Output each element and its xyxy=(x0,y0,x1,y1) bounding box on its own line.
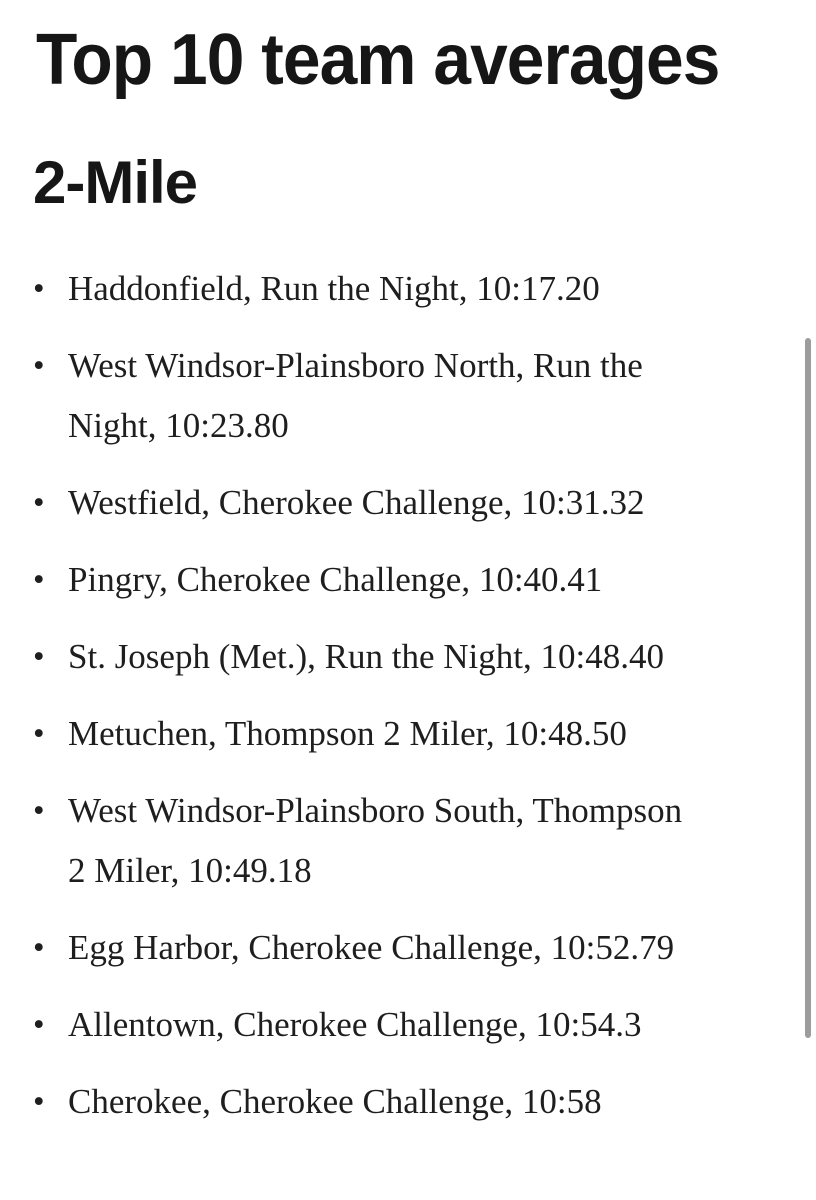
list-item-text: West Windsor-Plainsboro South, Thompson 2 Miler, 10:49.18 xyxy=(68,791,683,890)
scrollbar-thumb[interactable] xyxy=(805,338,811,1038)
list-item xyxy=(33,473,708,533)
section-heading: 2-Mile xyxy=(33,149,198,216)
bullet-icon: • xyxy=(33,348,45,384)
list-item xyxy=(33,918,708,978)
bullet-icon: • xyxy=(33,1007,45,1043)
list-item-text: Pingry, Cherokee Challenge, 10:40.41 xyxy=(68,560,603,599)
bullet-icon: • xyxy=(33,639,45,675)
list-item xyxy=(33,704,708,764)
list-item-text: Haddonfield, Run the Night, 10:17.20 xyxy=(68,269,600,308)
bullet-icon: • xyxy=(33,485,45,521)
team-averages-list xyxy=(33,259,816,1132)
list-item-text: West Windsor-Plainsboro North, Run the Night, 10:23.80 xyxy=(68,346,643,445)
bullet-icon: • xyxy=(33,716,45,752)
list-item-text: Metuchen, Thompson 2 Miler, 10:48.50 xyxy=(68,714,627,753)
list-item xyxy=(33,550,708,610)
list-item xyxy=(33,627,708,687)
list-item xyxy=(33,259,708,319)
bullet-icon: • xyxy=(33,562,45,598)
bullet-icon: • xyxy=(33,793,45,829)
list-item-text: Westfield, Cherokee Challenge, 10:31.32 xyxy=(68,483,645,522)
list-item-text: St. Joseph (Met.), Run the Night, 10:48.40 xyxy=(68,637,664,676)
list-item-text: Cherokee, Cherokee Challenge, 10:58 xyxy=(68,1082,602,1121)
bullet-icon: • xyxy=(33,930,45,966)
list-item xyxy=(33,1072,708,1132)
list-item xyxy=(33,995,708,1055)
list-item xyxy=(33,781,708,901)
list-item-text: Egg Harbor, Cherokee Challenge, 10:52.79 xyxy=(68,928,675,967)
list-item xyxy=(33,336,708,456)
bullet-icon: • xyxy=(33,1084,45,1120)
list-item-text: Allentown, Cherokee Challenge, 10:54.3 xyxy=(68,1005,642,1044)
bullet-icon: • xyxy=(33,271,45,307)
page-title: Top 10 team averages xyxy=(36,20,720,100)
